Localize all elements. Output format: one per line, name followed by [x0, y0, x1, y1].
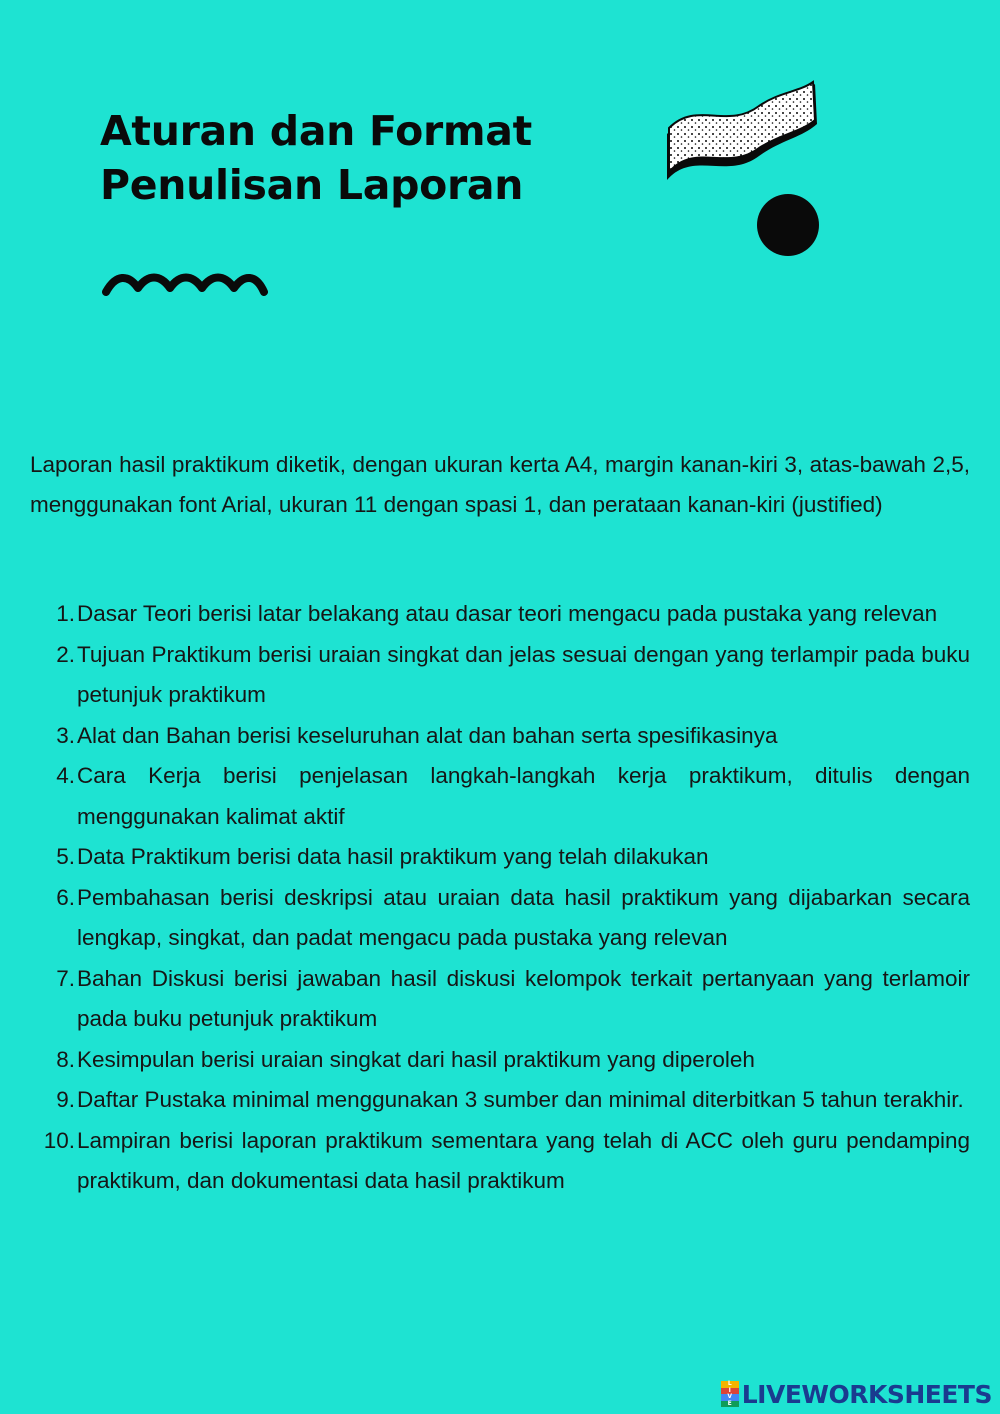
- list-number: 8.: [56, 1046, 75, 1072]
- badge-letter: V: [721, 1394, 739, 1401]
- list-item: [30, 635, 970, 716]
- list-text: Kesimpulan berisi uraian singkat dari hasil praktikum yang diperoleh: [77, 1046, 755, 1072]
- list-text: Pembahasan berisi deskripsi atau uraian data hasil praktikum yang dijabarkan secara lengkap, singkat, dan padat mengacu pada pustaka yang relevan: [77, 884, 970, 950]
- list-number: 6.: [56, 884, 75, 910]
- list-text: Daftar Pustaka minimal menggunakan 3 sumber dan minimal diterbitkan 5 tahun terakhir.: [77, 1087, 964, 1112]
- list-number: 9.: [56, 1087, 75, 1112]
- list-text: Dasar Teori berisi latar belakang atau dasar teori mengacu pada pustaka yang relevan: [77, 601, 938, 626]
- intro-paragraph: Laporan hasil praktikum diketik, dengan ukuran kerta A4, margin kanan-kiri 3, atas-bawah 2,5, menggunakan font Arial, ukuran 11 dengan spasi 1, dan perataan kanan-kiri (justified): [30, 452, 970, 517]
- title-line-1: Aturan dan Format: [100, 107, 532, 155]
- list-item: [30, 1040, 970, 1081]
- list-text: Lampiran berisi laporan praktikum sementara yang telah di ACC oleh guru pendamping praktikum, dan dokumentasi data hasil praktikum: [77, 1127, 970, 1193]
- list-text: Alat dan Bahan berisi keseluruhan alat dan bahan serta spesifikasinya: [77, 722, 778, 748]
- list-item: [30, 1121, 970, 1202]
- list-number: 2.: [56, 641, 75, 667]
- dotted-wave-ribbon-icon: [655, 76, 825, 200]
- list-number: 4.: [56, 763, 75, 788]
- list-number: 10.: [43, 1127, 75, 1153]
- list-text: Tujuan Praktikum berisi uraian singkat dan jelas sesuai dengan yang terlampir pada buku petunjuk praktikum: [77, 641, 970, 707]
- list-number: 3.: [56, 722, 75, 748]
- black-circle-icon: [757, 194, 819, 256]
- list-item: [30, 594, 970, 635]
- list-number: 7.: [56, 965, 75, 991]
- squiggle-line-icon: [100, 268, 270, 302]
- badge-letter: I: [721, 1388, 739, 1395]
- list-text: Cara Kerja berisi penjelasan langkah-langkah kerja praktikum, ditulis dengan menggunakan kalimat aktif: [77, 763, 970, 829]
- page-title: [100, 104, 620, 212]
- list-number: 1.: [56, 601, 75, 626]
- rules-list: [30, 594, 970, 1202]
- list-number: 5.: [56, 844, 75, 869]
- badge-letter: L: [721, 1381, 739, 1388]
- list-item: [30, 959, 970, 1040]
- list-item: [30, 1080, 970, 1121]
- list-item: [30, 756, 970, 837]
- list-item: [30, 878, 970, 959]
- list-item: [30, 837, 970, 878]
- list-text: Bahan Diskusi berisi jawaban hasil diskusi kelompok terkait pertanyaan yang terlamoir pada buku petunjuk praktikum: [77, 965, 970, 1031]
- list-item: [30, 716, 970, 757]
- title-line-2: Penulisan Laporan: [100, 161, 524, 209]
- brand-name: LIVEWORKSHEETS: [741, 1379, 992, 1409]
- badge-letter: E: [721, 1401, 739, 1408]
- brand-footer: [721, 1380, 992, 1408]
- brand-badge-icon: [721, 1381, 739, 1407]
- list-text: Data Praktikum berisi data hasil praktikum yang telah dilakukan: [77, 844, 709, 869]
